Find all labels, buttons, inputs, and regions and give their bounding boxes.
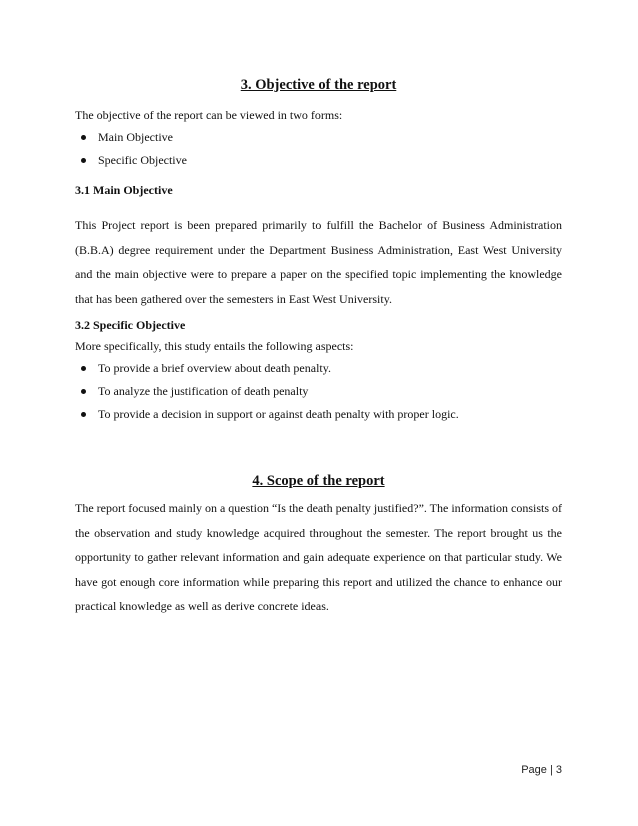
list-item <box>75 130 562 153</box>
list-item <box>75 361 562 384</box>
list-item-text: To provide a brief overview about death penalty. <box>98 361 331 375</box>
bullet-icon <box>81 135 86 140</box>
bullet-icon <box>81 158 86 163</box>
section-4-heading: 4. Scope of the report <box>252 473 385 489</box>
bullet-icon <box>81 389 86 394</box>
list-item-text: Main Objective <box>98 130 173 144</box>
list-item <box>75 384 562 407</box>
main-objective-title: 3.1 Main Objective <box>75 183 173 197</box>
list-item-text: To analyze the justification of death penalty <box>98 384 309 398</box>
specific-objective-intro: More specifically, this study entails the following aspects: <box>75 339 354 353</box>
list-item-text: To provide a decision in support or against death penalty with proper logic. <box>98 407 459 421</box>
list-item <box>75 153 562 176</box>
page-number: Page | 3 <box>521 764 562 776</box>
specific-objective-title: 3.2 Specific Objective <box>75 318 186 332</box>
specific-aspects-list <box>75 361 562 430</box>
scope-text: The report focused mainly on a question “Is the death penalty justified?”. The information consists of the observation and study knowledge acquired throughout the semester. The report brought us the opportunity to gather relevant information and gain adequate experience on that particular study. We have got enough core information while preparing this report and utilized the chance to enhance our practical knowledge as well as derive concrete ideas. <box>75 501 562 613</box>
bullet-icon <box>81 412 86 417</box>
list-item <box>75 407 562 430</box>
objective-intro: The objective of the report can be viewed in two forms: <box>75 108 343 122</box>
objective-forms-list <box>75 130 562 176</box>
bullet-icon <box>81 366 86 371</box>
list-item-text: Specific Objective <box>98 153 187 167</box>
main-objective-text: This Project report is been prepared primarily to fulfill the Bachelor of Business Administration (B.B.A) degree requirement under the Department Business Administration, East West University and the main objective were to prepare a paper on the specified topic implementing the knowledge that has been gathered over the semesters in East West University. <box>75 218 562 306</box>
section-3-heading: 3. Objective of the report <box>240 77 397 93</box>
